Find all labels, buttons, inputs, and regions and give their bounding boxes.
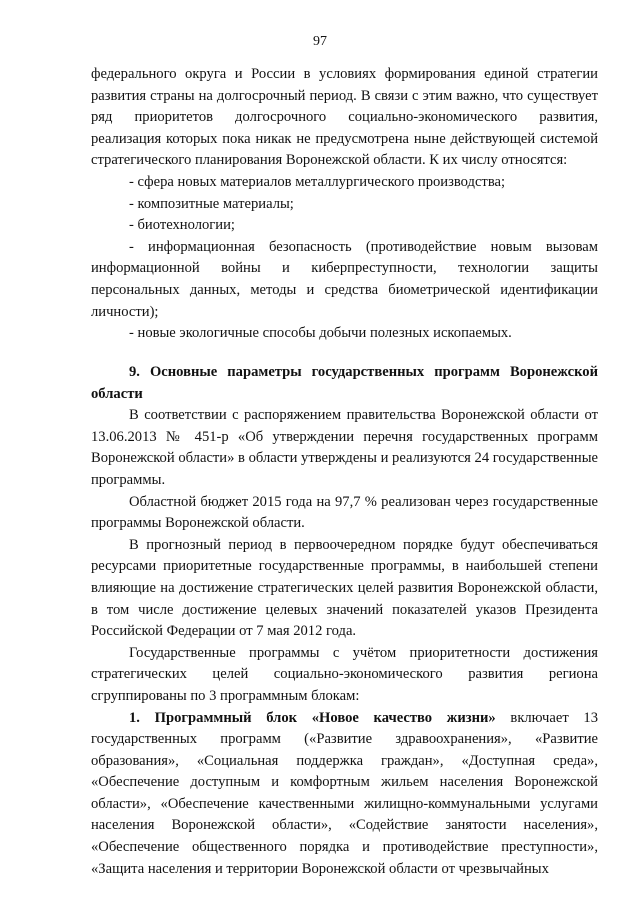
bullet-item: - биотехнологии; [129,217,235,234]
bullet-item: - композитные материалы; [129,195,294,212]
bullet-item: - сфера новых материалов металлургического производства; [129,173,506,190]
program-block-paragraph [91,708,598,881]
body-paragraph: В прогнозный период в первоочередном порядке будут обеспечиваться ресурсами приоритетные государственные программы, в наибольшей степени влияющие на достижение стратегических целей развития Воронежской области, в том числе достижение целевых значений показателей указов Президента Российской Федерации от 7 мая 2012 года. [91,536,598,640]
intro-paragraph: федерального округа и России в условиях формирования единой стратегии развития страны на долгосрочный период. В связи с этим важно, что существует ряд приоритетов долгосрочного социально-экономического развития, реализация которых пока никак не предусмотрена ныне действующей системой стратегического планирования Воронежской области. К их числу относятся: [91,66,598,169]
section-heading: 9. Основные параметры государственных программ Воронежской области [91,364,598,402]
body-paragraph: Областной бюджет 2015 года на 97,7 % реализован через государственные программы Воронежской области. [91,493,598,532]
body-paragraph: Государственные программы с учётом приоритетности достижения стратегических целей социально-экономического развития региона сгруппированы по 3 программным блокам: [91,644,598,704]
program-block-title: 1. Программный блок «Новое качество жизни» [129,709,496,726]
bullet-item: - новые экологичные способы добычи полезных ископаемых. [129,325,512,342]
document-body [91,64,598,345]
section-9 [91,362,598,880]
page-number: 97 [313,34,327,49]
body-paragraph: В соответствии с распоряжением правительства Воронежской области от 13.06.2013 № 451-р «Об утверждении перечня государственных программ Воронежской области» в области утверждены и реализуются 24 государственные программы. [91,407,598,488]
bullet-item: - информационная безопасность (противодействие новым вызовам информационной войны и киберпреступности, технологии защиты персональных данных, методы и средства биометрической идентификации личности); [91,238,598,320]
program-block-text: включает 13 государственных программ («Развитие здравоохранения», «Развитие образования», «Социальная поддержка граждан», «Доступная среда», «Обеспечение доступным и комфортным жильем населения Воронежской области», «Обеспечение качественными жилищно-коммунальными услугами населения Воронежской области», «Содействие занятости населения», «Обеспечение общественного порядка и противодействие преступности», «Защита населения и территории Воронежской области от чрезвычайных [91,709,598,877]
